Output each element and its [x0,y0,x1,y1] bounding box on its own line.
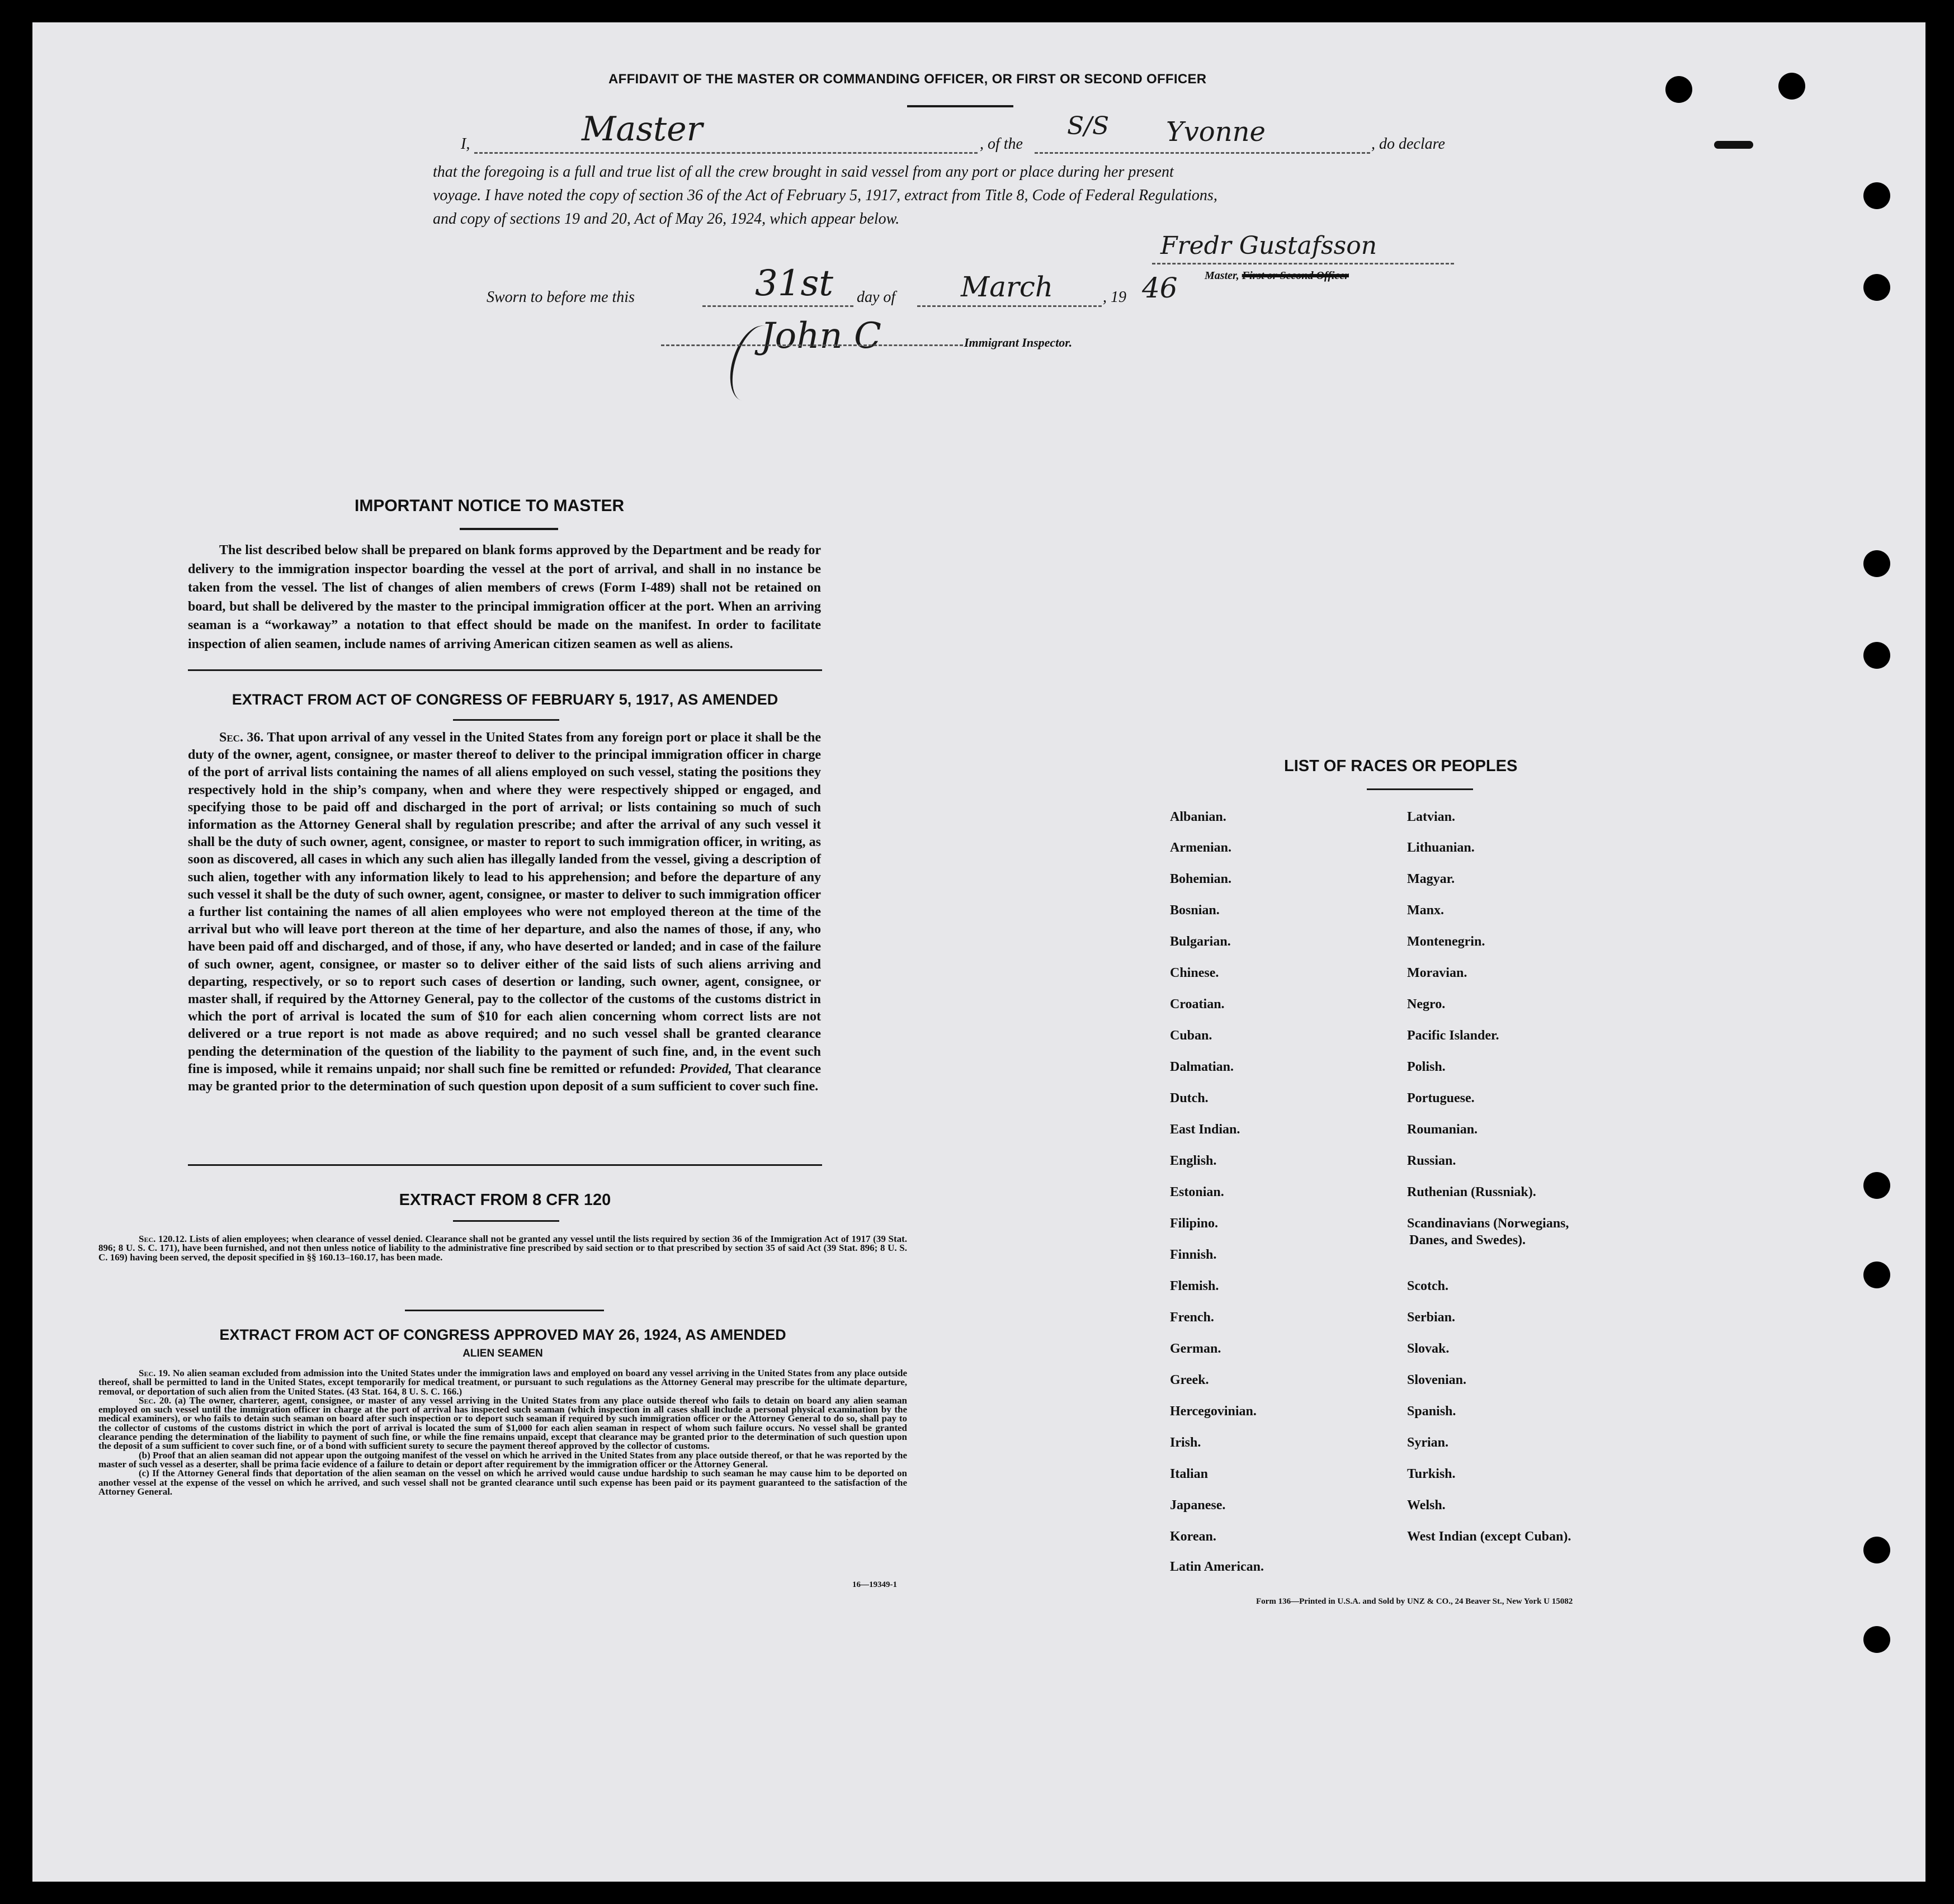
binder-hole [1863,1626,1890,1653]
cfr-paragraph [98,1235,907,1262]
race-item: Danes, and Swedes). [1409,1233,1526,1248]
race-item: Scotch. [1407,1279,1448,1293]
race-item: East Indian. [1170,1122,1240,1137]
binder-hole [1665,76,1692,103]
do-declare-label: , do declare [1371,135,1445,153]
section-36-text: That upon arrival of any vessel in the United States from any foreign port or place it shall be the duty of the owner, agent, consignee, or master thereof to deliver to the principal immigration officer in charge of the port of arrival lists containing the names of all aliens employed on such vessel, stating the positions they respectively hold in the ship’s company, when and where they were respectively shipped or engaged, and specifying those to be paid off and discharged in the port of arrival; or lists containing so much of such information as the Attorney General shall by regulation prescribe; and after the arrival of any such vessel it shall be the duty of such owner, agent, consignee, or master to report to such immigration officer, in writing, as soon as discovered, all cases in which any such alien has illegally landed from the vessel, giving a description of such alien, together with any information likely to lead to his apprehension; and before the departure of any such vessel it shall be the duty of such owner, agent, consignee, or master to deliver to such immigration officer a further list containing the names of all alien employees who were not employed thereon at the time of the arrival but who will leave port thereon at the time of her departure, and also the names of those, if any, who have been paid off and discharged, and of those, if any, who have deserted or landed; and in case of the failure of such owner, agent, consignee, or master so to deliver either of the said lists of such aliens arriving and departing, respectively, or so to report such cases of desertion or landing, such owner, agent, consignee, or master shall, if required by the Attorney General, pay to the collector of the customs of the customs district in which the port of arrival is located the sum of $10 for each alien concerning whom correct lists are not delivered or a true report is not made as above required; and no such vessel shall be granted clearance pending the determination of the question of the liability to the payment of such fine, and, in the event such fine is imposed, while it remains unpaid; nor shall such fine be remitted or refunded: [188,730,821,1076]
race-item: Pacific Islander. [1407,1028,1499,1043]
provided-term: Provided, [679,1061,732,1076]
binder-hole [1863,274,1890,301]
divider [188,1164,822,1166]
race-item: Serbian. [1407,1310,1456,1325]
race-item: Manx. [1407,903,1444,918]
race-item: Portuguese. [1407,1091,1475,1105]
race-item: Bulgarian. [1170,934,1231,949]
section-label: Sec. 120.12. [139,1234,187,1244]
race-item: West Indian (except Cuban). [1407,1529,1571,1544]
race-item: Slovak. [1407,1341,1450,1356]
race-item: Hercegovinian. [1170,1404,1257,1419]
race-item: Roumanian. [1407,1122,1478,1137]
race-item: Latvian. [1407,810,1456,824]
affidavit-text-line-3: voyage. I have noted the copy of section 36 of the Act of February 5, 1917, extract from Title 8, Code of Federal Regulations, [433,187,1217,204]
race-item: Japanese. [1170,1498,1226,1513]
section-36-text-end: That clearance may be granted prior to the determination of such question upon deposit of a sum sufficient to cover such fine. [188,1061,822,1094]
extract-1917-title: EXTRACT FROM ACT OF CONGRESS OF FEBRUARY 5, 1917, AS AMENDED [232,691,778,708]
section-19-paragraph [98,1369,907,1396]
race-item: Bohemian. [1170,872,1232,886]
day-handwritten: 31st [755,263,833,304]
form-footer: Form 136—Printed in U.S.A. and Sold by UNZ & CO., 24 Beaver St., New York U 15082 [1256,1597,1573,1606]
race-item: Albanian. [1170,810,1226,824]
cfr-text: Lists of alien employees; when clearance of vessel denied. Clearance shall not be granted any vessel until the lists required by section 36 of the Immigration Act of 1917 (39 Stat. 896; 8 U. S. C. 171), have been furnished, and not then unless notice of liability to the administrative fine prescribed by said section or to that prescribed by section 35 of said Act (39 Stat. 896; 8 U. S. C. 169) having been served, the deposit specified in §§ 160.13–160.17, has been made. [98,1234,908,1263]
binder-hole [1863,182,1890,209]
cfr-body [98,1235,907,1262]
master-label: Master, [1205,270,1239,282]
inspector-label: Immigrant Inspector. [964,336,1073,349]
year-handwritten: 46 [1142,272,1178,304]
year-prefix-label: , 19 [1103,289,1126,306]
notice-body [188,541,821,654]
race-item: Estonian. [1170,1185,1224,1199]
race-item: Welsh. [1407,1498,1446,1513]
race-item: Polish. [1407,1060,1446,1074]
binder-hole [1863,1262,1890,1288]
race-item: Lithuanian. [1407,840,1475,855]
race-item: Finnish. [1170,1248,1217,1262]
section-label: Sec. 20. [139,1395,172,1406]
section-20b-paragraph: (b) Proof that an alien seaman did not appear upon the outgoing manifest of the vessel on which he arrived in the United States from any place outside thereof, or that he was reported by the master of such vessel as a deserter, shall be prima facie evidence of a failure to detain or deport after requirement by the immigration officer or the Attorney General. [98,1449,907,1470]
race-item: French. [1170,1310,1214,1325]
binder-hole [1863,550,1890,577]
race-item: Slovenian. [1407,1373,1467,1387]
inspector-signature: John C [761,315,881,357]
signature-line [1152,263,1454,264]
vessel-prefix-handwritten: S/S [1067,112,1110,140]
race-item: Bosnian. [1170,903,1220,918]
master-field-line [474,152,978,154]
race-item: Dutch. [1170,1091,1209,1105]
race-item: Negro. [1407,997,1446,1012]
extract-1917-body [188,729,821,1095]
struck-officer-label: First or Second Officer [1242,270,1349,282]
section-36-paragraph [188,729,821,1095]
master-title-label [1205,270,1349,282]
race-item: English. [1170,1154,1217,1168]
section-19-text: No alien seaman excluded from admission into the United States under the immigration laws and employed on board any vessel arriving in the United States from any place outside thereof, shall be permitted to land in the United States, except temporarily for medical treatment, or pursuant to such regulations as the Attorney General may prescribe for the ultimate departure, removal, or deportation of such alien from the United States. (43 Stat. 164, 8 U. S. C. 166.) [98,1368,908,1397]
race-item: Turkish. [1407,1467,1456,1481]
sworn-label: Sworn to before me this [487,289,635,306]
affidavit-text-line-2: that the foregoing is a full and true list of all the crew brought in said vessel from any port or place during her present [433,163,1174,181]
divider [453,1220,559,1222]
of-the-label: , of the [980,135,1023,153]
divider [453,719,559,721]
affidavit-text-line-4: and copy of sections 19 and 20, Act of May 26, 1924, which appear below. [433,210,900,228]
section-20a-paragraph [98,1396,907,1451]
month-handwritten: March [961,271,1054,303]
race-item: German. [1170,1341,1221,1356]
affidavit-title: AFFIDAVIT OF THE MASTER OR COMMANDING OFFICER, OR FIRST OR SECOND OFFICER [608,72,1207,87]
binder-hole [1863,1537,1890,1563]
cfr-title: EXTRACT FROM 8 CFR 120 [399,1191,611,1209]
race-item: Flemish. [1170,1279,1219,1293]
race-item: Armenian. [1170,840,1231,855]
race-item: Syrian. [1407,1435,1449,1450]
section-20c-paragraph: (c) If the Attorney General finds that deportation of the alien seaman on the vessel on which he arrived would cause undue hardship to such seaman he may cause him to be deported on another vessel at the expense of the vessel on which he arrived, and such vessel shall not be granted clearance until such expense has been paid or its payment guaranteed to the satisfaction of the Attorney General. [98,1468,907,1497]
day-of-label: day of [857,289,896,306]
section-label: Sec. 36. [219,730,264,745]
race-item: Korean. [1170,1529,1216,1544]
race-item: Filipino. [1170,1216,1219,1231]
ink-smudge [1714,141,1753,149]
vessel-field-line [1035,152,1370,154]
race-item: Montenegrin. [1407,934,1485,949]
month-field-line [917,305,1102,307]
race-item: Irish. [1170,1435,1201,1450]
divider [1367,788,1473,790]
race-item: Croatian. [1170,997,1225,1012]
race-item: Spanish. [1407,1404,1456,1419]
race-item: Greek. [1170,1373,1209,1387]
extract-1924-title: EXTRACT FROM ACT OF CONGRESS APPROVED MAY 26, 1924, AS AMENDED [219,1326,786,1343]
i-label: I, [461,135,470,153]
race-item: Magyar. [1407,872,1455,886]
inspector-field-line [661,344,963,346]
race-item: Dalmatian. [1170,1060,1234,1074]
master-handwritten: Master [582,110,703,149]
print-code: 16—19349-1 [852,1580,897,1589]
race-item: Ruthenian (Russniak). [1407,1185,1536,1199]
notice-title: IMPORTANT NOTICE TO MASTER [355,497,625,515]
section-20a-text: (a) The owner, charterer, agent, consignee, or master of any vessel arriving in the United States from any place outside thereof who fails to detain on board any alien seaman employed on such vessel until the immigration officer in charge at the port of arrival has inspected such seaman (which inspection in all cases shall include a personal physical examination by the medical examiners), or who fails to detain such seaman on board after such inspection or to deport such seaman if required by such immigration officer or the Attorney General to do so, shall pay to the collector of customs of the customs district in which the port of arrival is located the sum of $1,000 for each alien seaman in respect of whom such failure occurs. No vessel shall be granted clearance pending the determination of the liability to payment of such fine, or while the fine remains unpaid, except that clearance may be granted prior to the determination of such question upon the deposit of a sum sufficient to cover such fine, or of a bond with sufficient surety to secure the payment thereof approved by the collector of customs. [98,1395,908,1452]
race-item: Russian. [1407,1154,1456,1168]
notice-paragraph: The list described below shall be prepared on blank forms approved by the Department and be ready for delivery to the immigration inspector boarding the vessel at the port of arrival, and shall in no instance be taken from the vessel. The list of changes of alien members of crews (Form I-489) shall not be retained on board, but shall be delivered by the master to the principal immigration officer at the port. When an arriving seaman is a “workaway” a notation to that effect should be made on the manifest. In order to facilitate inspection of alien seamen, include names of arriving American citizen seamen as well as aliens. [188,543,821,651]
divider [907,105,1013,107]
extract-1924-body [98,1369,907,1496]
races-title: LIST OF RACES OR PEOPLES [1284,757,1518,775]
divider [460,528,558,530]
extract-1924-subtitle: ALIEN SEAMEN [462,1348,543,1359]
master-signature: Fredr Gustafsson [1160,231,1377,260]
section-label: Sec. 19. [139,1368,171,1378]
race-item: Cuban. [1170,1028,1212,1043]
race-item: Italian [1170,1467,1209,1481]
binder-hole [1863,1172,1890,1199]
day-field-line [702,305,853,307]
race-item: Moravian. [1407,966,1467,980]
binder-hole [1863,642,1890,669]
binder-hole [1778,73,1805,100]
race-item: Scandinavians (Norwegians, [1407,1216,1569,1231]
divider [405,1310,604,1311]
race-item: Latin American. [1170,1560,1264,1574]
race-item: Chinese. [1170,966,1219,980]
divider [188,669,822,671]
vessel-name-handwritten: Yvonne [1166,116,1266,148]
